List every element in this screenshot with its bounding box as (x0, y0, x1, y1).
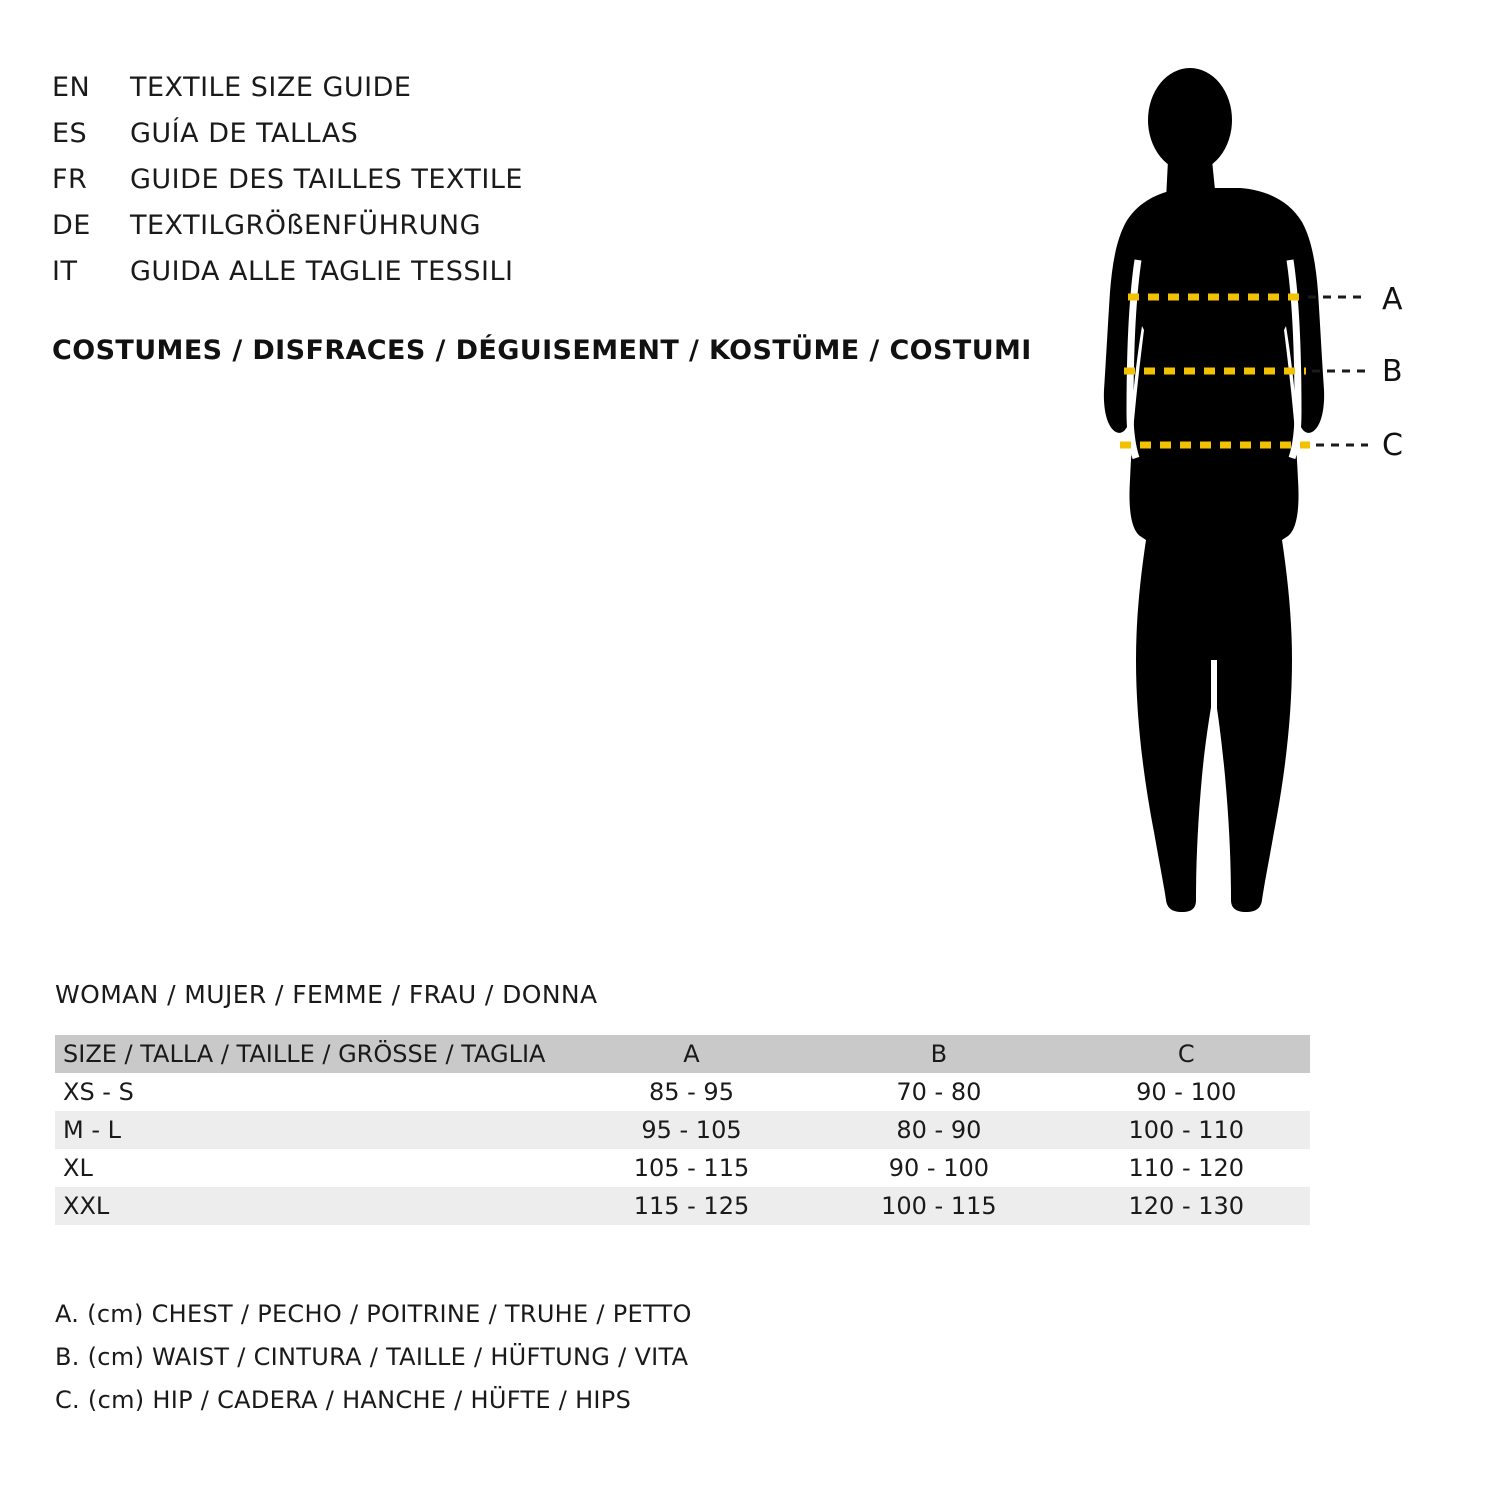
language-row-de (52, 210, 1012, 256)
cell-c: 110 - 120 (1128, 1154, 1245, 1182)
language-code: ES (52, 118, 88, 149)
cell-b: 70 - 80 (896, 1078, 982, 1106)
language-code: DE (52, 210, 91, 241)
language-title: TEXTILE SIZE GUIDE (130, 72, 412, 103)
cell-c: 90 - 100 (1136, 1078, 1237, 1106)
cell-size: XL (63, 1154, 93, 1182)
language-title: GUIDA ALLE TAGLIE TESSILI (130, 256, 514, 287)
legend-a: A. (cm) CHEST / PECHO / POITRINE / TRUHE / PETTO (55, 1300, 692, 1328)
language-row-it (52, 256, 1012, 302)
language-row-en (52, 72, 1012, 118)
cell-a: 105 - 115 (633, 1154, 750, 1182)
cell-size: XXL (63, 1192, 110, 1220)
header-b: B (930, 1040, 948, 1068)
language-title: GUIDE DES TAILLES TEXTILE (130, 164, 523, 195)
header-c: C (1177, 1040, 1195, 1068)
language-list (52, 72, 1012, 302)
language-code: FR (52, 164, 88, 195)
measurement-legend (55, 1300, 1255, 1429)
cell-size: M - L (63, 1116, 121, 1144)
silhouette-icon (1020, 60, 1440, 940)
table-row (55, 1073, 1310, 1111)
header-a: A (683, 1040, 700, 1068)
language-row-fr (52, 164, 1012, 210)
measure-label-a: A (1382, 282, 1403, 317)
table-title: WOMAN / MUJER / FEMME / FRAU / DONNA (55, 980, 598, 1009)
language-row-es (52, 118, 1012, 164)
language-title: TEXTILGRÖßENFÜHRUNG (130, 210, 482, 241)
measure-label-c: C (1382, 428, 1403, 463)
cell-b: 90 - 100 (888, 1154, 989, 1182)
table-row (55, 1111, 1310, 1149)
cell-a: 115 - 125 (633, 1192, 750, 1220)
costumes-heading: COSTUMES / DISFRACES / DÉGUISEMENT / KOSTÜME / COSTUMI (52, 335, 1032, 366)
cell-b: 80 - 90 (896, 1116, 982, 1144)
header-size: SIZE / TALLA / TAILLE / GRÖSSE / TAGLIA (63, 1040, 546, 1068)
female-silhouette-figure (1020, 60, 1440, 940)
language-title: GUÍA DE TALLAS (130, 118, 359, 149)
cell-size: XS - S (63, 1078, 134, 1106)
table-row (55, 1187, 1310, 1225)
size-table (55, 1035, 1310, 1225)
legend-b: B. (cm) WAIST / CINTURA / TAILLE / HÜFTUNG / VITA (55, 1343, 689, 1371)
table-header-row (55, 1035, 1310, 1073)
language-code: EN (52, 72, 91, 103)
cell-a: 95 - 105 (641, 1116, 742, 1144)
cell-c: 120 - 130 (1128, 1192, 1245, 1220)
cell-a: 85 - 95 (648, 1078, 734, 1106)
cell-c: 100 - 110 (1128, 1116, 1245, 1144)
legend-c: C. (cm) HIP / CADERA / HANCHE / HÜFTE / HIPS (55, 1386, 632, 1414)
cell-b: 100 - 115 (881, 1192, 997, 1220)
table-row (55, 1149, 1310, 1187)
measure-label-b: B (1382, 354, 1403, 389)
language-code: IT (52, 256, 78, 287)
